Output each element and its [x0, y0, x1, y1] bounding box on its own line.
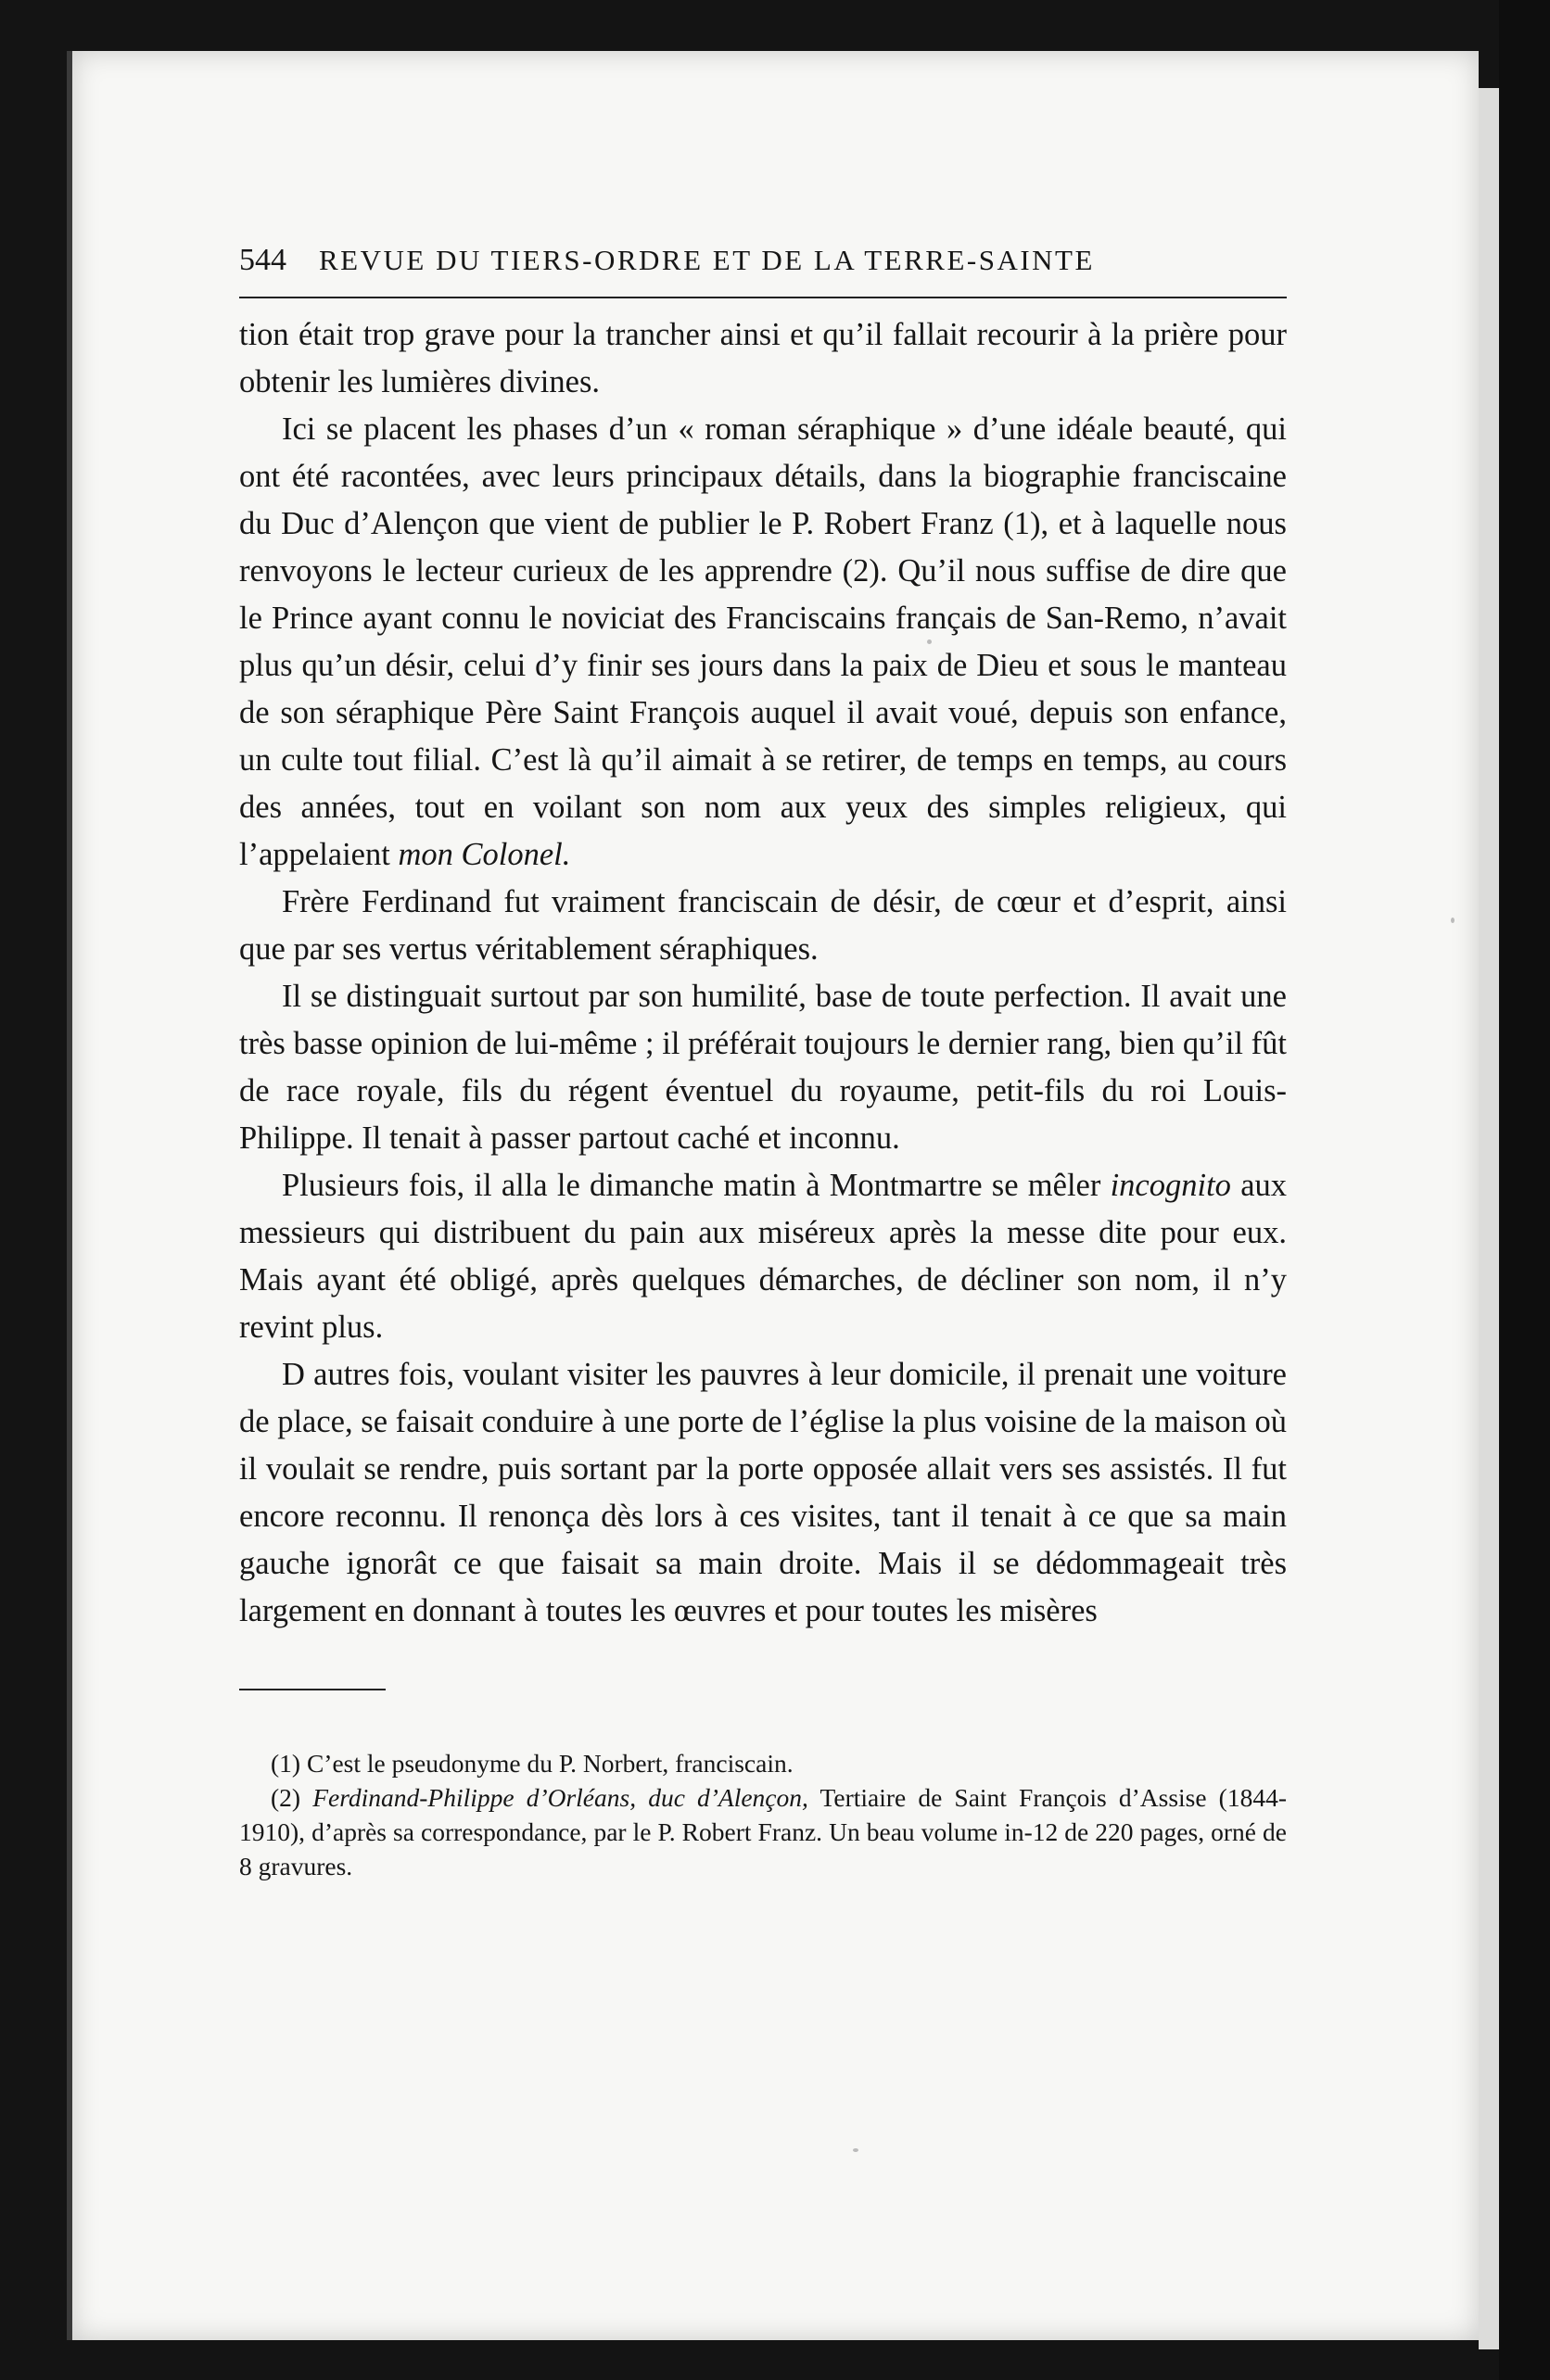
footnote-2-title: Ferdinand-Philippe d’Orléans, duc d’Alençon, — [312, 1783, 808, 1812]
paragraph-4: Il se distinguait surtout par son humilité, base de toute perfection. Il avait une très basse opinion de lui-même ; il préférait toujours le dernier rang, bien qu’il fût de race royale, fils du régent éventuel du royaume, petit-fils du roi Louis-Philippe. Il tenait à passer partout caché et inconnu. — [239, 979, 1287, 1156]
body-text — [239, 311, 1287, 1635]
footnote-rule — [239, 1689, 386, 1690]
paragraph-2-italic: mon Colonel. — [398, 837, 571, 872]
paragraph-6: D autres fois, voulant visiter les pauvres à leur domicile, il prenait une voiture de place, se faisait conduire à une porte de l’église la plus voisine de la maison où il voulait se rendre, puis sortant par la porte opposée allait vers ses assistés. Il fut encore reconnu. Il renonça dès lors à ces visites, tant il tenait à ce que sa main gauche ignorât ce que faisait sa main droite. Mais il se dédommageait très largement en donnant à toutes les œuvres et pour toutes les misères — [239, 1357, 1287, 1628]
paragraph-1: tion était trop grave pour la trancher ainsi et qu’il fallait recourir à la prière pour obtenir les lumières divines. — [239, 317, 1287, 399]
paragraph-5 — [239, 1162, 1287, 1351]
footnote-2-marker: (2) — [271, 1783, 301, 1812]
paragraph-5-rest: aux messieurs qui distribuent du pain aux miséreux après la messe dite pour eux. Mais ayant été obligé, après quelques démarches, de décliner son nom, il n’y revint plus. — [239, 1168, 1288, 1345]
speck — [1451, 918, 1455, 923]
speck — [853, 2148, 858, 2152]
paragraph-2 — [239, 406, 1287, 879]
footnote-2 — [239, 1780, 1287, 1883]
footnotes — [239, 1746, 1287, 1883]
gutter-shadow — [1499, 0, 1550, 2380]
running-header — [239, 243, 1287, 284]
paragraph-2-text: Ici se placent les phases d’un « roman séraphique » d’une idéale beauté, qui ont été racontées, avec leurs principaux détails, dans la biographie franciscaine du Duc d’Alençon que vient de publier le P. Robert Franz (1), et à laquelle nous renvoyons le lecteur curieux de les apprendre (2). Qu’il nous suffise de dire que le Prince ayant connu le noviciat des Franciscains français de San-Remo, n’avait plus qu’un désir, celui d’y finir ses jours dans la paix de Dieu et sous le manteau de son séraphique Père Saint François auquel il avait voué, depuis son enfance, un culte tout filial. C’est là qu’il aimait à se retirer, de temps en temps, au cours des années, tout en voilant son nom aux yeux des simples religieux, qui l’appelaient — [239, 411, 1287, 872]
page-content — [239, 243, 1287, 1883]
footnote-2-rest: Tertiaire de Saint François d’Assise (1844-1910), d’après sa correspondance, par le P. Robert Franz. Un beau volume in-12 de 220 pages, orné de 8 gravures. — [239, 1783, 1287, 1880]
running-title: REVUE DU TIERS-ORDRE ET DE LA TERRE-SAINTE — [319, 244, 1095, 276]
paragraph-5-italic: incognito — [1110, 1168, 1231, 1203]
footnote-1: (1) C’est le pseudonyme du P. Norbert, franciscain. — [271, 1749, 794, 1778]
header-rule — [239, 297, 1287, 298]
page-number: 544 — [239, 243, 286, 277]
next-page-edge — [1479, 88, 1499, 2349]
paragraph-5-start: Plusieurs fois, il alla le dimanche matin à Montmartre se mêler — [282, 1168, 1101, 1203]
paragraph-3: Frère Ferdinand fut vraiment franciscain de désir, de cœur et d’esprit, ainsi que par ses vertus véritablement séraphiques. — [239, 884, 1287, 967]
